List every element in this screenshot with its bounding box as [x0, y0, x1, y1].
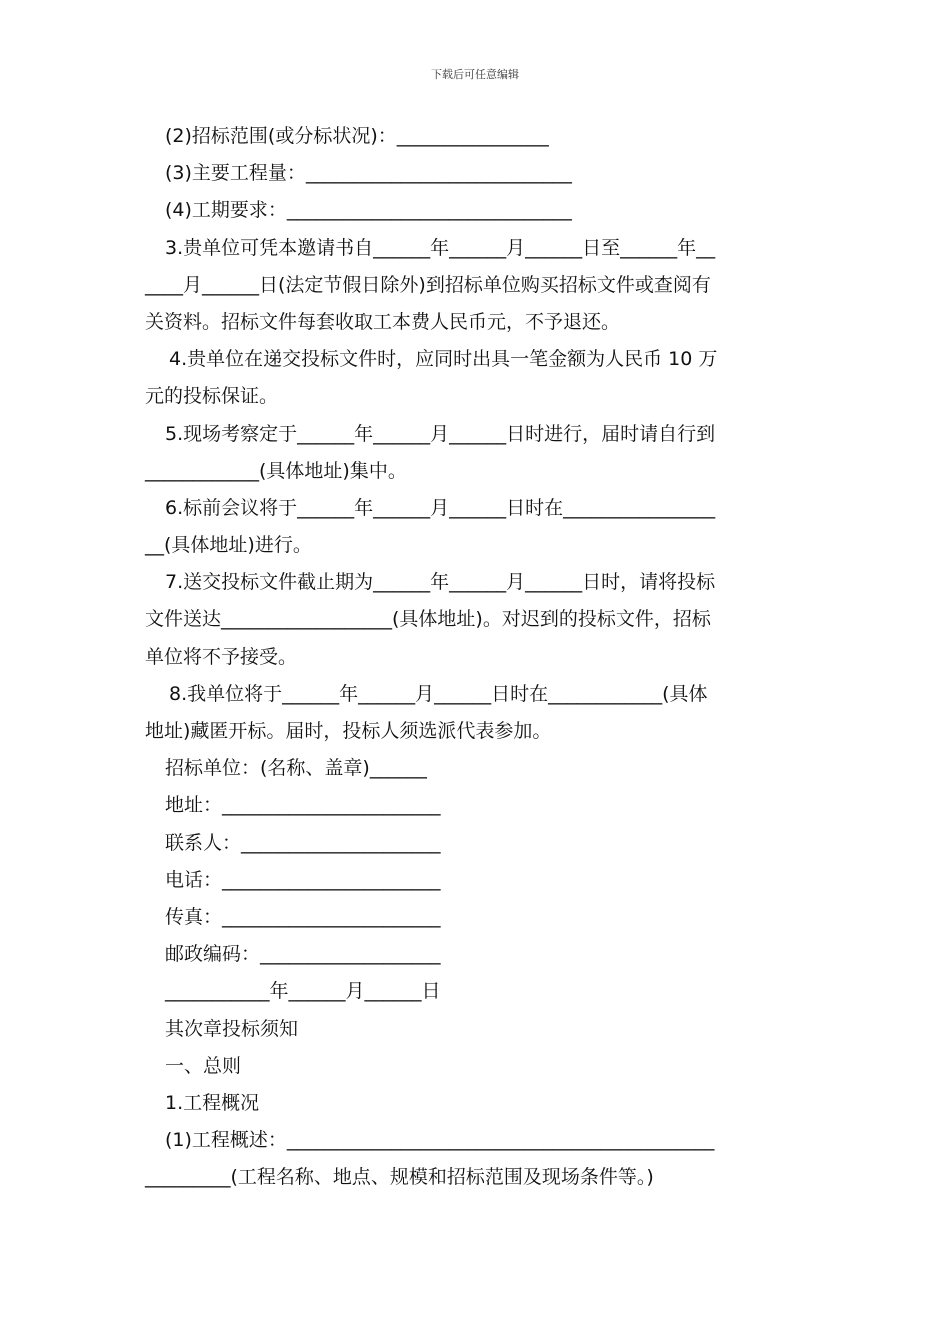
paragraph-line: 6.标前会议将于______年______月______日时在________________ [165, 496, 716, 519]
paragraph-line: 单位将不予接受。 [145, 645, 298, 668]
paragraph-line: 地址)藏匿开标。届时，投标人须选派代表参加。 [145, 720, 552, 742]
paragraph-line: (4)工期要求：______________________________ [165, 199, 572, 222]
paragraph-line: ____________(具体地址)集中。 [145, 459, 407, 482]
section-heading: 一、总则 [165, 1054, 242, 1077]
paragraph-line: 关资料。招标文件每套收取工本费人民币元，不予退还。 [145, 310, 621, 333]
page-header-note: 下载后可任意编辑 [431, 68, 519, 81]
paragraph-line: (1)工程概述：_____________________________________________ [165, 1129, 715, 1152]
paragraph-line: _________(工程名称、地点、规模和招标范围及现场条件等。) [145, 1166, 654, 1189]
postcode-field: 邮政编码：___________________ [165, 943, 441, 966]
date-field: ___________年______月______日 [165, 980, 441, 1003]
subsection-heading: 1.工程概况 [165, 1091, 260, 1114]
paragraph-line: 4.贵单位在递交投标文件时，应同时出具一笔金额为人民币 10 万 [169, 348, 718, 371]
paragraph-line: 元的投标保证。 [145, 385, 279, 408]
paragraph-line: (3)主要工程量：____________________________ [165, 162, 572, 185]
contact-field: 联系人：_____________________ [165, 831, 441, 854]
fax-field: 传真：_______________________ [165, 905, 441, 928]
address-field: 地址：_______________________ [165, 794, 441, 817]
paragraph-line: 8.我单位将于______年______月______日时在____________(具体 [169, 682, 708, 705]
paragraph-line: __(具体地址)进行。 [145, 534, 312, 557]
paragraph-line: 文件送达__________________(具体地址)。对迟到的投标文件，招标 [145, 608, 711, 631]
paragraph-line: ____月______日(法定节假日除外)到招标单位购买招标文件或查阅有 [145, 273, 711, 296]
phone-field: 电话：_______________________ [165, 868, 441, 891]
chapter-title: 其次章投标须知 [165, 1017, 299, 1040]
document-body [145, 118, 809, 1196]
paragraph-line: 3.贵单位可凭本邀请书自______年______月______日至______年__ [165, 236, 716, 259]
paragraph-line: 5.现场考察定于______年______月______日时进行，届时请自行到 [165, 422, 716, 445]
signature-field: 招标单位：(名称、盖章)______ [165, 757, 427, 780]
paragraph-line: (2)招标范围(或分标状况)：________________ [165, 125, 549, 147]
paragraph-line: 7.送交投标文件截止期为______年______月______日时，请将投标 [165, 571, 716, 594]
